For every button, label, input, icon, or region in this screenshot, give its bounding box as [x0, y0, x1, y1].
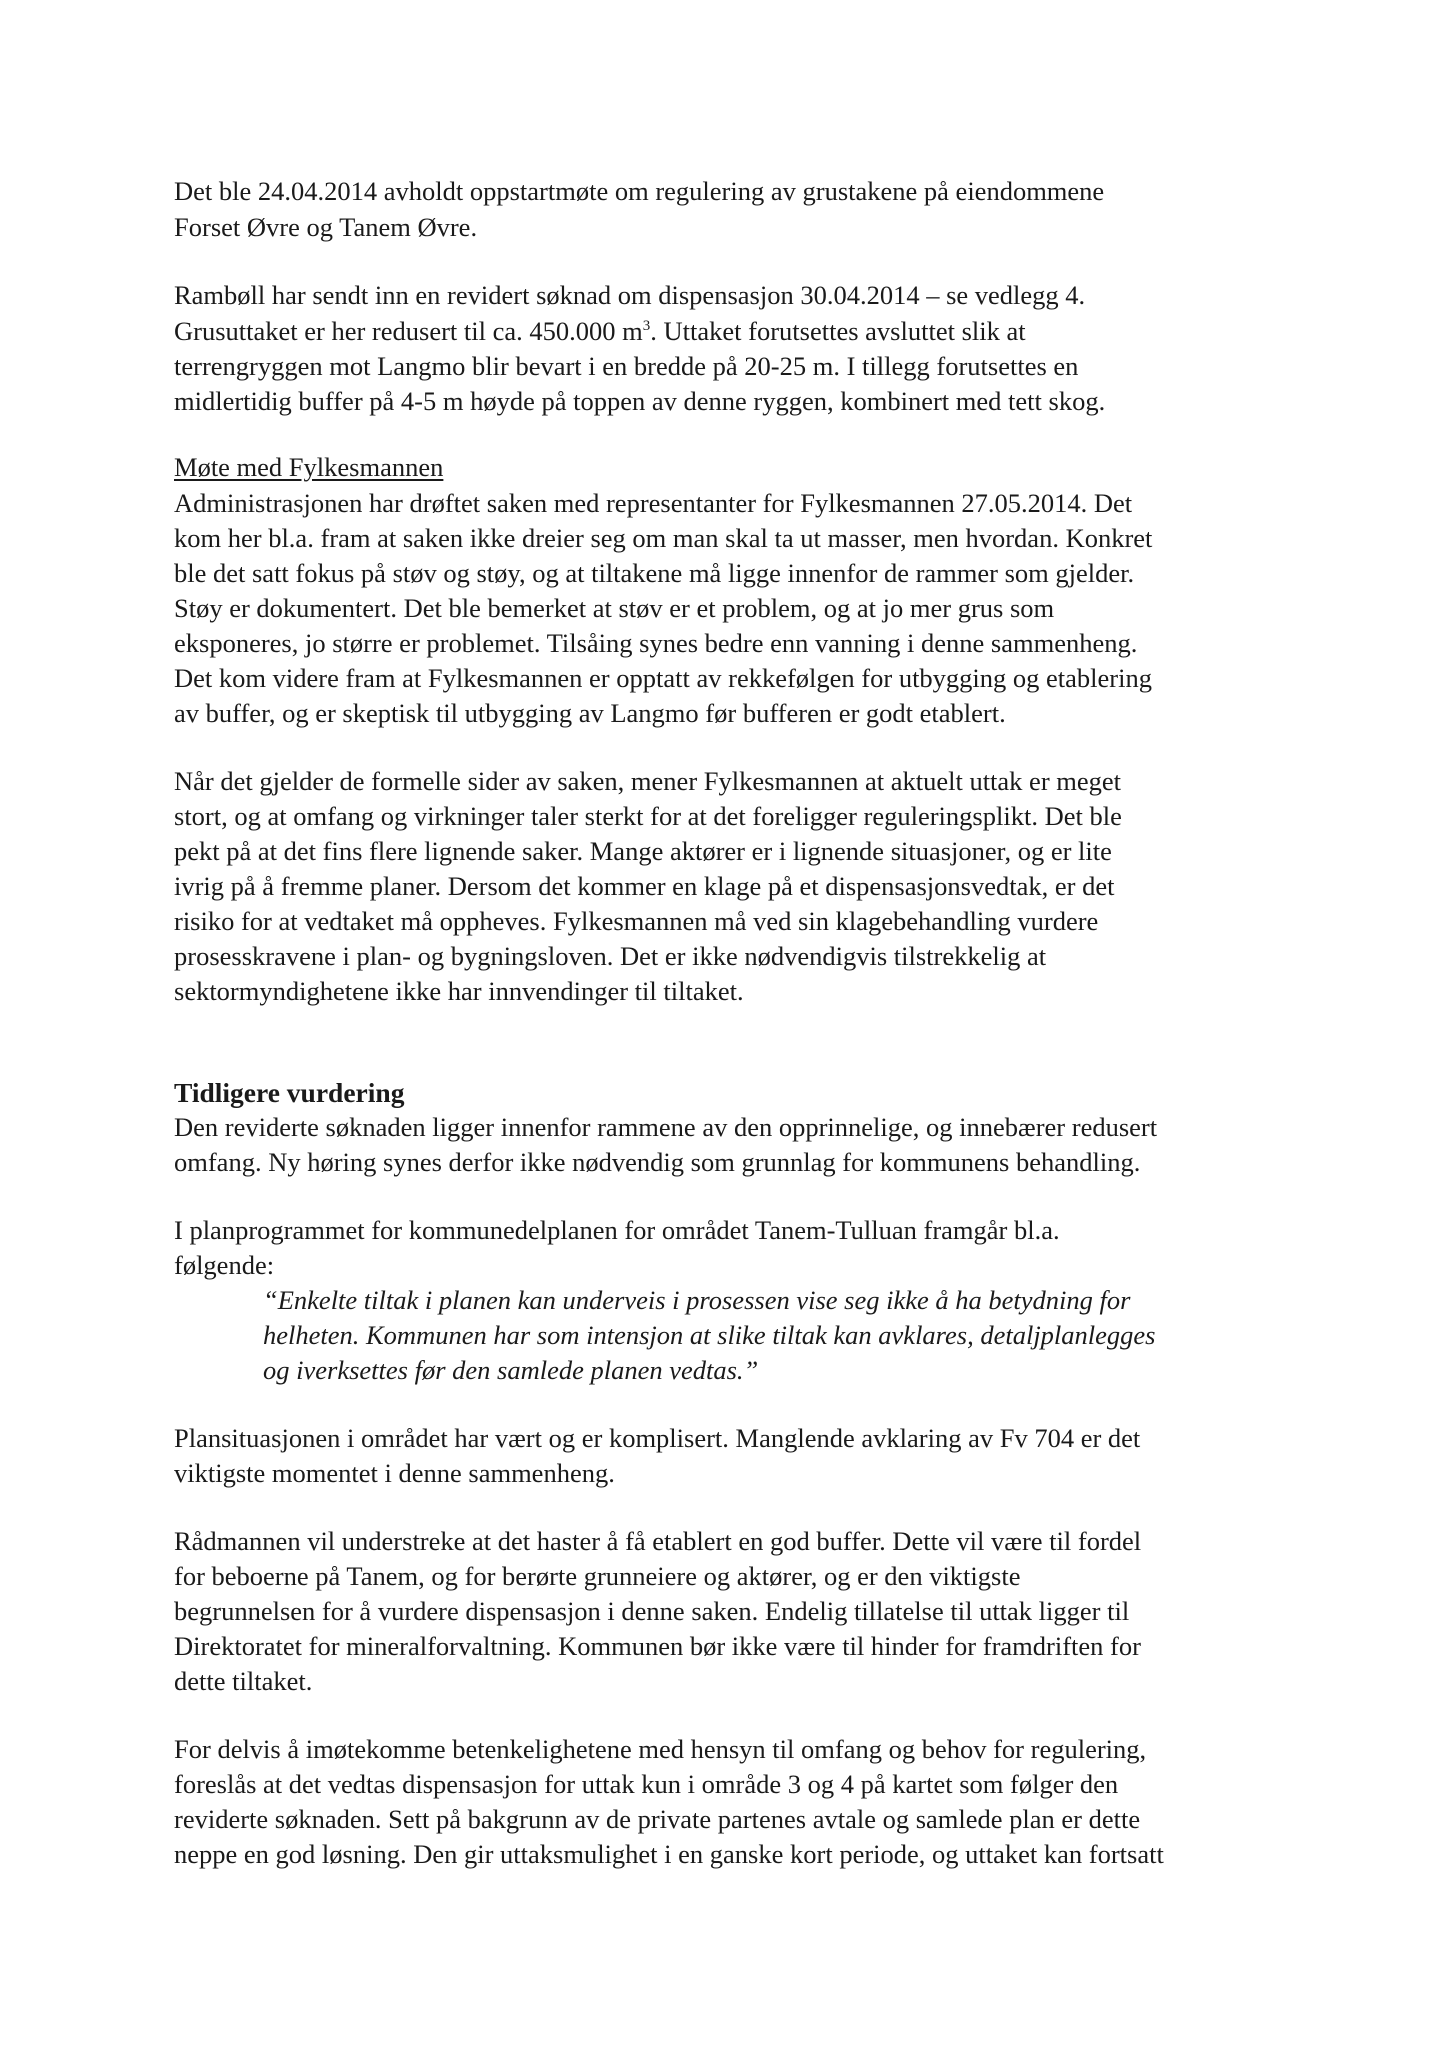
paragraph-line: Forset Øvre og Tanem Øvre. [174, 212, 478, 242]
paragraph-line: ivrig på å fremme planer. Dersom det kommer en klage på et dispensasjonsvedtak, er det [174, 871, 1115, 901]
section-heading: Tidligere vurdering [174, 1077, 405, 1108]
quote-line: “Enkelte tiltak i planen kan underveis i prosessen vise seg ikke å ha betydning for [263, 1285, 1131, 1315]
quote-line: helheten. Kommunen har som intensjon at slike tiltak kan avklares, detaljplanlegges [263, 1320, 1156, 1350]
paragraph-line: sektormyndighetene ikke har innvendinger til tiltaket. [174, 976, 744, 1006]
paragraph-line: ble det satt fokus på støv og støy, og at tiltakene må ligge innenfor de rammer som gjelder. [174, 558, 1135, 588]
paragraph-line: stort, og at omfang og virkninger taler sterkt for at det foreligger reguleringsplikt. Det ble [174, 801, 1122, 831]
paragraph-line: midlertidig buffer på 4-5 m høyde på toppen av denne ryggen, kombinert med tett skog. [174, 386, 1106, 416]
superscript: 3 [642, 318, 651, 335]
section-heading: Møte med Fylkesmannen [174, 452, 444, 482]
paragraph-line: viktigste momentet i denne sammenheng. [174, 1458, 615, 1488]
text-segment: . Uttaket forutsettes avsluttet slik at [650, 316, 1026, 346]
paragraph-line: dette tiltaket. [174, 1666, 313, 1696]
paragraph-line: eksponeres, jo større er problemet. Tilsåing synes bedre enn vanning i denne sammenheng. [174, 628, 1138, 658]
paragraph-line: neppe en god løsning. Den gir uttaksmulighet i en ganske kort periode, og uttaket kan fortsatt [174, 1839, 1164, 1869]
paragraph-line: terrengryggen mot Langmo blir bevart i en bredde på 20-25 m. I tillegg forutsettes en [174, 351, 1079, 381]
paragraph-line: Det ble 24.04.2014 avholdt oppstartmøte om regulering av grustakene på eiendommene [174, 176, 1105, 206]
paragraph-line: omfang. Ny høring synes derfor ikke nødvendig som grunnlag for kommunens behandling. [174, 1147, 1141, 1177]
paragraph-line: Støy er dokumentert. Det ble bemerket at støv er et problem, og at jo mer grus som [174, 593, 1055, 623]
paragraph-line: foreslås at det vedtas dispensasjon for uttak kun i område 3 og 4 på kartet som følger den [174, 1769, 1119, 1799]
text-segment: Grusuttaket er her redusert til ca. 450.000 m [174, 316, 643, 346]
paragraph-line: Plansituasjonen i området har vært og er komplisert. Manglende avklaring av Fv 704 er det [174, 1423, 1141, 1453]
paragraph-line: pekt på at det fins flere lignende saker. Mange aktører er i lignende situasjoner, og er lite [174, 836, 1112, 866]
paragraph-line: risiko for at vedtaket må oppheves. Fylkesmannen må ved sin klagebehandling vurdere [174, 906, 1099, 936]
paragraph-line: Når det gjelder de formelle sider av saken, mener Fylkesmannen at aktuelt uttak er meget [174, 766, 1122, 796]
paragraph-line: av buffer, og er skeptisk til utbygging av Langmo før bufferen er godt etablert. [174, 698, 1006, 728]
paragraph-line: følgende: [174, 1250, 275, 1280]
paragraph-line: for beboerne på Tanem, og for berørte grunneiere og aktører, og er den viktigste [174, 1561, 1021, 1591]
paragraph-line: prosesskravene i plan- og bygningsloven. Det er ikke nødvendigvis tilstrekkelig at [174, 941, 1047, 971]
paragraph-line: Rådmannen vil understreke at det haster å få etablert en god buffer. Dette vil være til fordel [174, 1526, 1142, 1556]
paragraph-line: For delvis å imøtekomme betenkelighetene med hensyn til omfang og behov for regulering, [174, 1734, 1147, 1764]
paragraph-line-with-superscript [174, 314, 1026, 349]
paragraph-line: begrunnelsen for å vurdere dispensasjon i denne saken. Endelig tillatelse til uttak ligger til [174, 1596, 1130, 1626]
paragraph-line: Direktoratet for mineralforvaltning. Kommunen bør ikke være til hinder for framdriften for [174, 1631, 1141, 1661]
paragraph-line: reviderte søknaden. Sett på bakgrunn av de private partenes avtale og samlede plan er dette [174, 1804, 1141, 1834]
paragraph-line: I planprogrammet for kommunedelplanen for området Tanem-Tulluan framgår bl.a. [174, 1215, 1060, 1245]
paragraph-line: Den reviderte søknaden ligger innenfor rammene av den opprinnelige, og innebærer redusert [174, 1112, 1158, 1142]
paragraph-line: Det kom videre fram at Fylkesmannen er opptatt av rekkefølgen for utbygging og etablering [174, 663, 1152, 693]
quote-line: og iverksettes før den samlede planen vedtas.” [263, 1355, 759, 1385]
paragraph-line: Administrasjonen har drøftet saken med representanter for Fylkesmannen 27.05.2014. Det [174, 488, 1133, 518]
paragraph-line: Rambøll har sendt inn en revidert søknad om dispensasjon 30.04.2014 – se vedlegg 4. [174, 280, 1086, 310]
paragraph-line: kom her bl.a. fram at saken ikke dreier seg om man skal ta ut masser, men hvordan. Konkret [174, 523, 1153, 553]
